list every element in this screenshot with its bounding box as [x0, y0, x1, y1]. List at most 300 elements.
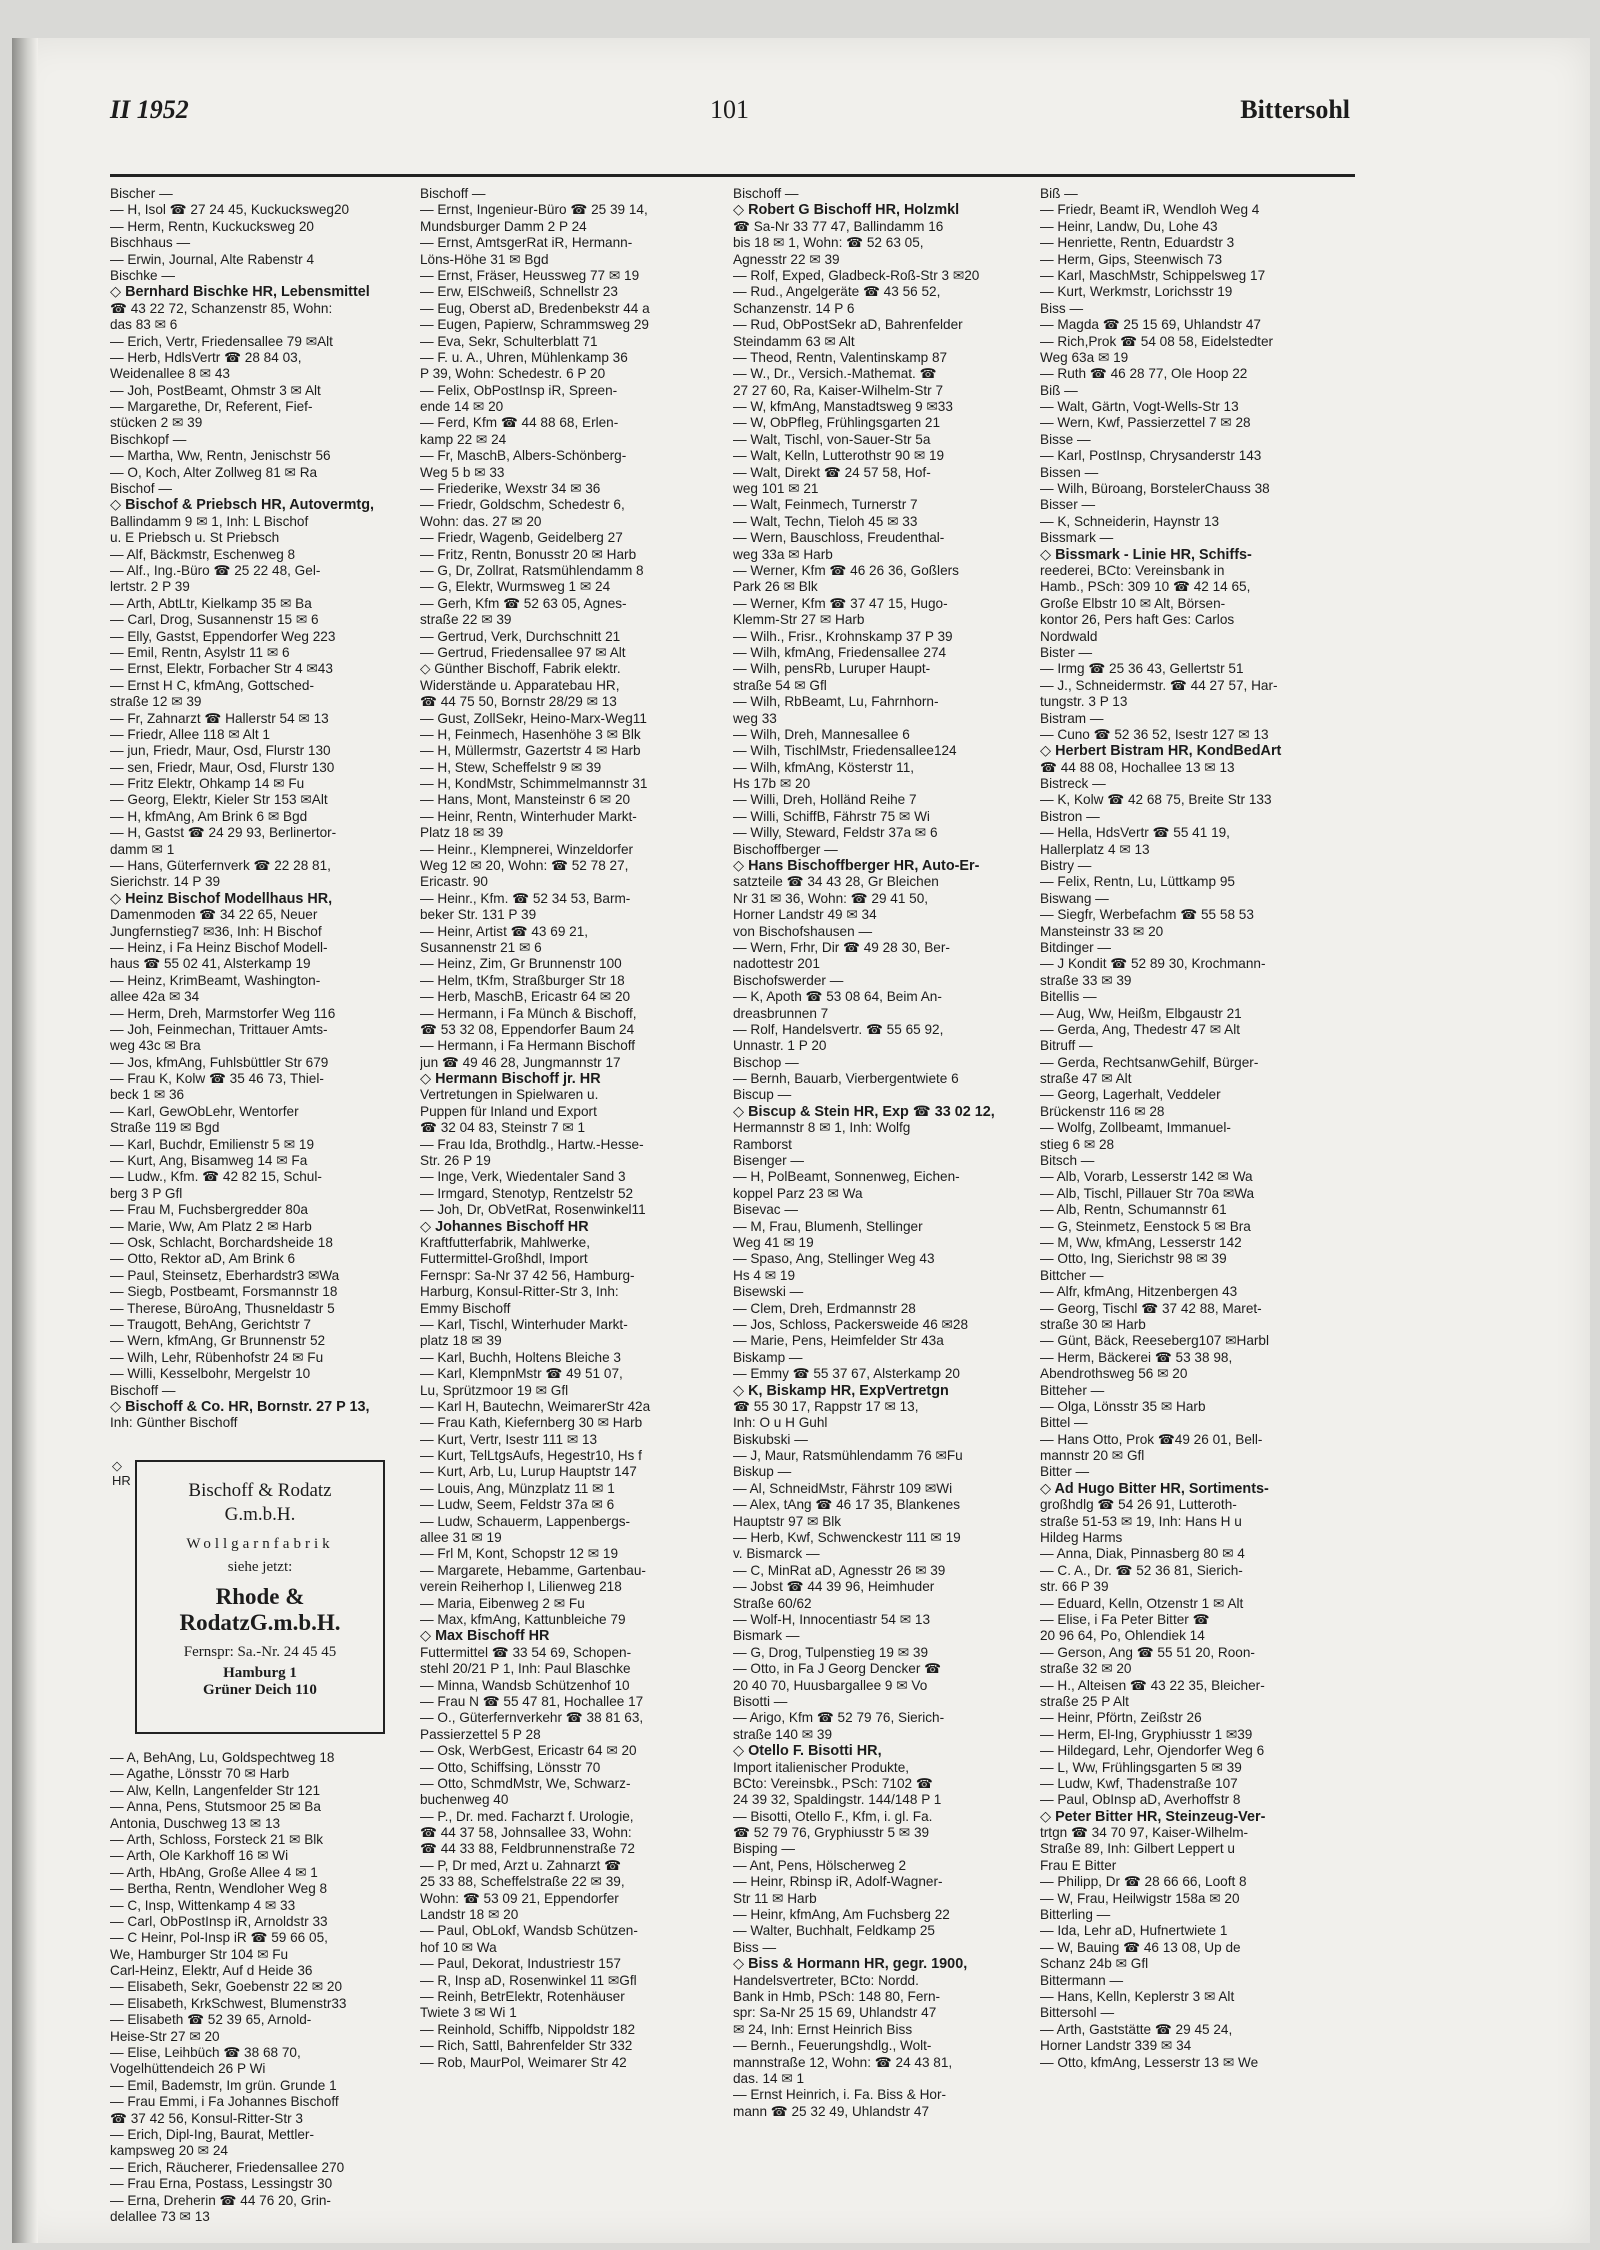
directory-entry-line: — Eugen, Papierw, Schrammsweg 29	[420, 317, 649, 333]
directory-entry-line: Bisping —	[733, 1841, 795, 1857]
directory-entry-line: — Frau Ida, Brothdlg., Hartw.-Hesse-	[420, 1136, 644, 1152]
directory-entry-line: — Osk, WerbGest, Ericastr 64 ✉ 20	[420, 1743, 637, 1759]
directory-entry-line: Bisevac —	[733, 1202, 798, 1218]
directory-entry-line: Weidenallee 8 ✉ 43	[110, 366, 230, 382]
directory-entry-line: — Erna, Dreherin ☎ 44 76 20, Grin-	[110, 2192, 331, 2208]
directory-entry-line: — Friedr, Beamt iR, Wendloh Weg 4	[1040, 202, 1260, 218]
directory-entry-line: Biskup —	[733, 1464, 792, 1480]
directory-entry-line: — Hans, Kelln, Keplerstr 3 ✉ Alt	[1040, 1988, 1235, 2004]
directory-entry-line: Bitellis —	[1040, 989, 1097, 1005]
directory-entry-line: ◇ Bischof & Priebsch HR, Autovermtg,	[110, 497, 375, 514]
directory-entry-line: ◇ Hans Bischoffberger HR, Auto-Er-	[733, 858, 980, 875]
directory-entry-line: — Fr, Zahnarzt ☎ Hallerstr 54 ✉ 13	[110, 710, 329, 726]
directory-entry-line: — Bertha, Rentn, Wendloher Weg 8	[110, 1881, 328, 1897]
directory-entry-line: Inh: Günther Bischoff	[110, 1415, 238, 1431]
directory-entry-line: — Philipp, Dr ☎ 28 66 66, Looft 8	[1040, 1874, 1247, 1890]
directory-entry-line: — Wilh, kfmAng, Kösterstr 11,	[733, 759, 915, 775]
directory-entry-line: stücken 2 ✉ 39	[110, 415, 203, 431]
directory-entry-line: Mansteinstr 33 ✉ 20	[1040, 923, 1164, 939]
directory-entry-line: — Heinz, Zim, Gr Brunnenstr 100	[420, 956, 622, 972]
directory-entry-line: Bistram —	[1040, 710, 1104, 726]
directory-entry-line: — Rud., Angelgeräte ☎ 43 56 52,	[733, 284, 941, 300]
directory-entry-line: — Wilh, Dreh, Mannesallee 6	[733, 726, 910, 742]
directory-entry-line: — Friedr, Allee 118 ✉ Alt 1	[110, 726, 270, 742]
directory-entry-line: — Minna, Wandsb Schützenhof 10	[420, 1677, 630, 1693]
directory-entry-line: — Heinz, KrimBeamt, Washington-	[110, 972, 321, 988]
directory-entry-line: — O, Koch, Alter Zollweg 81 ✉ Ra	[110, 464, 318, 480]
directory-entry-line: Hs 17b ✉ 20	[733, 776, 811, 792]
directory-entry-line: Passierzettel 5 P 28	[420, 1726, 541, 1742]
directory-entry-line: Wohn: das. 27 ✉ 20	[420, 513, 542, 529]
directory-entry-line: — jun, Friedr, Maur, Osd, Flurstr 130	[110, 743, 331, 759]
directory-entry-line: — Kurt, Werkmstr, Lorichsstr 19	[1040, 284, 1233, 300]
directory-entry-line: — Gerson, Ang ☎ 55 51 20, Roon-	[1040, 1644, 1255, 1660]
directory-entry-line: — Arigo, Kfm ☎ 52 79 76, Sierich-	[733, 1710, 945, 1726]
directory-entry-line: ☎ 44 37 58, Johnsallee 33, Wohn:	[420, 1825, 632, 1841]
directory-entry-line: — Herb, HdlsVertr ☎ 28 84 03,	[110, 349, 302, 365]
directory-entry-line: — Erich, Vertr, Friedensallee 79 ✉Alt	[110, 333, 333, 349]
directory-entry-line: — W, ObPfleg, Frühlingsgarten 21	[733, 415, 941, 431]
directory-entry-line: — Ida, Lehr aD, Hufnertwiete 1	[1040, 1923, 1228, 1939]
directory-entry-line: ☎ 43 22 72, Schanzenstr 85, Wohn:	[110, 300, 333, 316]
directory-entry-line: Bister —	[1040, 644, 1093, 660]
directory-entry-line: straße 33 ✉ 39	[1040, 972, 1132, 988]
directory-entry-line: — G, Steinmetz, Eenstock 5 ✉ Bra	[1040, 1218, 1251, 1234]
directory-entry-line: — Inge, Verk, Wiedentaler Sand 3	[420, 1169, 626, 1185]
directory-entry-line: Nordwald	[1040, 628, 1098, 644]
directory-entry-line: — Walt, Techn, Tieloh 45 ✉ 33	[733, 513, 918, 529]
directory-entry-line: Handelsvertreter, BCto: Nordd.	[733, 1972, 919, 1988]
directory-entry-line: Brückenstr 116 ✉ 28	[1040, 1103, 1165, 1119]
directory-entry-line: — Frau Emmi, i Fa Johannes Bischoff	[110, 2094, 339, 2110]
header-keyword: Bittersohl	[1240, 95, 1350, 124]
directory-entry-line: — Hans, Güterfernverk ☎ 22 28 81,	[110, 858, 331, 874]
directory-entry-line: — Otto, Rektor aD, Am Brink 6	[110, 1251, 296, 1267]
directory-entry-line: — Ludw, Seem, Feldstr 37a ✉ 6	[420, 1497, 615, 1513]
directory-entry-line: — Gust, ZollSekr, Heino-Marx-Weg11	[420, 710, 647, 726]
column-1-bottom	[110, 1750, 406, 2225]
directory-entry-line: — Reinh, BetrElektr, Rotenhäuser	[420, 1988, 625, 2004]
directory-entry-line: — Olga, Lönsstr 35 ✉ Harb	[1040, 1398, 1206, 1414]
header-rule	[110, 174, 1355, 177]
directory-entry-line: ◇ Hermann Bischoff jr. HR	[420, 1071, 601, 1088]
directory-entry-line: Sierichstr. 14 P 39	[110, 874, 221, 890]
directory-entry-line: ◇ Ad Hugo Bitter HR, Sortiments-	[1040, 1480, 1269, 1497]
directory-entry-line: — Heinr., Klempnerei, Winzeldorfer	[420, 841, 634, 857]
directory-entry-line: — Emil, Rentn, Asylstr 11 ✉ 6	[110, 644, 290, 660]
directory-entry-line: Biss —	[733, 1939, 777, 1955]
directory-entry-line: Bittel —	[1040, 1415, 1088, 1431]
directory-entry-line: Platz 18 ✉ 39	[420, 825, 504, 841]
directory-entry-line: — Fritz, Rentn, Bonusstr 20 ✉ Harb	[420, 546, 637, 562]
directory-entry-line: — Wern, kfmAng, Gr Brunnenstr 52	[110, 1333, 326, 1349]
directory-entry-line: Löns-Höhe 31 ✉ Bgd	[420, 251, 549, 267]
directory-entry-line: — H, kfmAng, Am Brink 6 ✉ Bgd	[110, 808, 308, 824]
directory-entry-line: — Anna, Diak, Pinnasberg 80 ✉ 4	[1040, 1546, 1245, 1562]
directory-entry-line: — Erw, ElSchweiß, Schnellstr 23	[420, 284, 618, 300]
directory-entry-line: — Wilh, RbBeamt, Lu, Fahrnhorn-	[733, 694, 939, 710]
directory-entry-line: — Wilh, TischlMstr, Friedensallee124	[733, 743, 957, 759]
directory-entry-line: Bittersohl —	[1040, 2005, 1115, 2021]
header-year: II 1952	[110, 95, 189, 124]
directory-entry-line: — Kurt, Vertr, Isestr 111 ✉ 13	[420, 1431, 598, 1447]
directory-entry-line: — Herm, Bäckerei ☎ 53 38 98,	[1040, 1349, 1233, 1365]
directory-entry-line: — Frl M, Kont, Schopstr 12 ✉ 19	[420, 1546, 618, 1562]
directory-entry-line: 24 39 32, Spaldingstr. 144/148 P 1	[733, 1792, 942, 1808]
directory-entry-line: ☎ Sa-Nr 33 77 47, Ballindamm 16	[733, 218, 944, 234]
directory-entry-line: — Wolfg, Zollbeamt, Immanuel-	[1040, 1120, 1231, 1136]
directory-entry-line: Antonia, Duschweg 13 ✉ 13	[110, 1815, 281, 1831]
directory-entry-line: von Bischofshausen —	[733, 923, 873, 939]
directory-entry-line: Biscup —	[733, 1087, 792, 1103]
column-1-top	[110, 186, 406, 1432]
directory-entry-line: — Alb, Tischl, Pillauer Str 70a ✉Wa	[1040, 1185, 1255, 1201]
directory-entry-line: Lu, Sprützmoor 19 ✉ Gfl	[420, 1382, 569, 1398]
directory-entry-line: — Günt, Bäck, Reeseberg107 ✉Harbl	[1040, 1333, 1270, 1349]
directory-entry-line: — Willy, Steward, Feldstr 37a ✉ 6	[733, 825, 938, 841]
directory-entry-line: — M, Ww, kfmAng, Lesserstr 142	[1040, 1235, 1242, 1250]
directory-entry-line: straße 51-53 ✉ 19, Inh: Hans H u	[1040, 1513, 1242, 1529]
directory-entry-line: ◇ Johannes Bischoff HR	[420, 1218, 589, 1235]
directory-entry-line: ◇ Heinz Bischof Modellhaus HR,	[110, 890, 333, 907]
directory-entry-line: — Friederike, Wexstr 34 ✉ 36	[420, 481, 601, 497]
directory-entry-line: — Jos, Schloss, Packersweide 46 ✉28	[733, 1316, 969, 1332]
directory-entry-line: Widerstände u. Apparatebau HR,	[420, 677, 620, 693]
directory-entry-line: — Karl, KlempnMstr ☎ 49 51 07,	[420, 1366, 623, 1382]
directory-entry-line: — Traugott, BehAng, Gerichtstr 7	[110, 1316, 311, 1332]
directory-entry-line: — Rolf, Exped, Gladbeck-Roß-Str 3 ✉20	[733, 267, 980, 283]
directory-entry-line: — Wolf-H, Innocentiastr 54 ✉ 13	[733, 1611, 931, 1627]
directory-entry-line: — Karl, GewObLehr, Wentorfer	[110, 1103, 299, 1119]
directory-entry-line: — Marie, Ww, Am Platz 2 ✉ Harb	[110, 1218, 312, 1234]
directory-entry-line: das 83 ✉ 6	[110, 317, 178, 333]
directory-entry-line: Große Elbstr 10 ✉ Alt, Börsen-	[1040, 595, 1226, 611]
directory-entry-line: ◇ Peter Bitter HR, Steinzeug-Ver-	[1040, 1808, 1266, 1825]
directory-entry-line: Biskamp —	[733, 1349, 803, 1365]
directory-entry-line: — O., Güterfernverkehr ☎ 38 81 63,	[420, 1710, 644, 1726]
directory-entry-line: jun ☎ 49 46 28, Jungmannstr 17	[420, 1054, 621, 1070]
directory-entry-line: Jungfernstieg7 ✉36, Inh: H Bischof	[110, 923, 322, 939]
directory-entry-line: — C, MinRat aD, Agnesstr 26 ✉ 39	[733, 1562, 946, 1578]
directory-entry-line: — Walt, Kelln, Lutterothstr 90 ✉ 19	[733, 448, 945, 464]
directory-entry-line: — Hans Otto, Prok ☎49 26 01, Bell-	[1040, 1431, 1263, 1447]
directory-entry-line: weg 33a ✉ Harb	[733, 546, 833, 562]
directory-entry-line: Landstr 18 ✉ 20	[420, 1907, 519, 1923]
directory-entry-line: Ericastr. 90	[420, 874, 488, 890]
directory-entry-line: tungstr. 3 P 13	[1040, 694, 1128, 710]
directory-entry-line: ☎ 44 75 50, Bornstr 28/29 ✉ 13	[420, 694, 617, 710]
directory-entry-line: — Margarethe, Dr, Referent, Fief-	[110, 399, 313, 415]
directory-entry-line: — Hans, Mont, Mansteinstr 6 ✉ 20	[420, 792, 631, 808]
directory-entry-line: weg 43c ✉ Bra	[110, 1038, 201, 1054]
directory-entry-line: Weg 63a ✉ 19	[1040, 349, 1129, 365]
ad-new-name: Rhode & RodatzG.m.b.H.	[179, 1584, 341, 1635]
directory-entry-line: — C, Insp, Wittenkamp 4 ✉ 33	[110, 1897, 296, 1913]
directory-entry-line: — Arth, HbAng, Große Allee 4 ✉ 1	[110, 1864, 318, 1880]
directory-entry-line: Horner Landstr 49 ✉ 34	[733, 907, 877, 923]
directory-entry-line: — Karl, PostInsp, Chrysanderstr 143	[1040, 448, 1262, 464]
directory-entry-line: Bittermann —	[1040, 1972, 1124, 1988]
directory-entry-line: — Arth, Gaststätte ☎ 29 45 24,	[1040, 2021, 1233, 2037]
directory-entry-line: We, Hamburger Str 104 ✉ Fu	[110, 1946, 289, 1962]
directory-entry-line: — Karl, MaschMstr, Schippelsweg 17	[1040, 267, 1266, 283]
directory-entry-line: — K, Apoth ☎ 53 08 64, Beim An-	[733, 989, 942, 1005]
directory-entry-line: Bisser —	[1040, 497, 1096, 513]
directory-entry-line: satzteile ☎ 34 43 28, Gr Bleichen	[733, 874, 939, 890]
directory-entry-line: — Therese, BüroAng, Thusneldastr 5	[110, 1300, 335, 1316]
directory-entry-line: — Jobst ☎ 44 39 96, Heimhuder	[733, 1579, 935, 1595]
directory-entry-line: Bitteher —	[1040, 1382, 1105, 1398]
directory-entry-line: — Elise, i Fa Peter Bitter ☎	[1040, 1611, 1210, 1627]
directory-entry-line: — Marie, Pens, Heimfelder Str 43a	[733, 1333, 944, 1349]
directory-entry-line: Klemm-Str 27 ✉ Harb	[733, 612, 865, 628]
directory-entry-line: — Elisabeth, Sekr, Goebenstr 22 ✉ 20	[110, 1979, 343, 1995]
directory-entry-line: str. 66 P 39	[1040, 1579, 1109, 1595]
directory-entry-line: — Cuno ☎ 52 36 52, Isestr 127 ✉ 13	[1040, 726, 1269, 742]
directory-entry-line: — R, Insp aD, Rosenwinkel 11 ✉Gfl	[420, 1972, 637, 1988]
column-4	[1040, 186, 1352, 2071]
directory-entry-line: — Alw, Kelln, Langenfelder Str 121	[110, 1782, 321, 1798]
directory-entry-line: — Hermann, i Fa Münch & Bischoff,	[420, 1005, 637, 1021]
directory-entry-line: — Osk, Schlacht, Borchardsheide 18	[110, 1235, 333, 1250]
directory-entry-line: Fernspr: Sa-Nr 37 42 56, Hamburg-	[420, 1267, 635, 1283]
directory-entry-line: — Herb, MaschB, Ericastr 64 ✉ 20	[420, 989, 631, 1005]
directory-entry-line: reederei, BCto: Vereinsbank in	[1040, 562, 1225, 578]
directory-entry-line: — Erich, Räucherer, Friedensallee 270	[110, 2159, 345, 2175]
directory-entry-line: — F. u. A., Uhren, Mühlenkamp 36	[420, 349, 628, 365]
directory-entry-line: — Friedr, Wagenb, Geidelberg 27	[420, 530, 623, 546]
directory-entry-line: — L, Ww, Frühlingsgarten 5 ✉ 39	[1040, 1759, 1242, 1775]
directory-entry-line: — Frau Kath, Kiefernberg 30 ✉ Harb	[420, 1415, 643, 1431]
directory-entry-line: Bisewski —	[733, 1284, 804, 1300]
directory-entry-line: — Karl, Buchh, Holtens Bleiche 3	[420, 1349, 621, 1365]
directory-entry-line: Bitdinger —	[1040, 939, 1112, 955]
directory-entry-line: — Ludw, Schauerm, Lappenbergs-	[420, 1513, 631, 1529]
directory-entry-line: — Herb, Kwf, Schwenckestr 111 ✉ 19	[733, 1530, 961, 1546]
directory-entry-line: Biss —	[1040, 300, 1084, 316]
directory-entry-line: Nr 31 ✉ 36, Wohn: ☎ 29 41 50,	[733, 890, 929, 906]
directory-entry-line: Bischoff —	[110, 1382, 176, 1398]
directory-entry-line: — W, Bauing ☎ 46 13 08, Up de	[1040, 1939, 1241, 1955]
directory-entry-line: — Friedr, Goldschm, Schedestr 6,	[420, 497, 625, 513]
directory-entry-line: Mundsburger Damm 2 P 24	[420, 218, 587, 234]
directory-entry-line: — Eduard, Kelln, Otzenstr 1 ✉ Alt	[1040, 1595, 1244, 1611]
directory-entry-line: Bischoffberger —	[733, 841, 838, 857]
directory-entry-line: — Emmy ☎ 55 37 67, Alsterkamp 20	[733, 1366, 960, 1382]
directory-entry-line: — Georg, Lagerhalt, Veddeler	[1040, 1087, 1221, 1103]
directory-entry-line: — Karl H, Bautechn, WeimarerStr 42a	[420, 1398, 651, 1414]
ad-note: siehe jetzt:	[227, 1559, 293, 1575]
directory-entry-line: — C Heinr, Pol-Insp iR ☎ 59 66 05,	[110, 1930, 328, 1946]
directory-entry-line: — Willi, Dreh, Holländ Reihe 7	[733, 792, 917, 808]
directory-entry-line: — Wilh, Lehr, Rübenhofstr 24 ✉ Fu	[110, 1349, 324, 1365]
directory-entry-line: — Ernst, Elektr, Forbacher Str 4 ✉43	[110, 661, 333, 677]
directory-entry-line: ☎ 44 33 88, Feldbrunnenstraße 72	[420, 1841, 635, 1857]
directory-entry-line: — K, Kolw ☎ 42 68 75, Breite Str 133	[1040, 792, 1272, 808]
directory-entry-line: Bisotti —	[733, 1693, 788, 1709]
directory-entry-line: — Ernst Heinrich, i. Fa. Biss & Hor-	[733, 2087, 947, 2103]
directory-entry-line: Biswang —	[1040, 890, 1109, 906]
directory-entry-line: Bissen —	[1040, 464, 1099, 480]
directory-entry-line: — Walt, Direkt ☎ 24 57 58, Hof-	[733, 464, 931, 480]
directory-entry-line: — Paul, Steinsetz, Eberhardstr3 ✉Wa	[110, 1267, 340, 1283]
directory-entry-line: — Gerda, RechtsanwGehilf, Bürger-	[1040, 1054, 1259, 1070]
directory-entry-line: — G, Dr, Zollrat, Ratsmühlendamm 8	[420, 562, 644, 578]
directory-entry-line: Bischoff —	[733, 186, 799, 201]
directory-entry-line: Weg 5 b ✉ 33	[420, 464, 505, 480]
directory-entry-line: Ballindamm 9 ✉ 1, Inh: L Bischof	[110, 513, 309, 529]
ad-city: Hamburg 1	[223, 1665, 297, 1681]
directory-entry-line: Hamb., PSch: 309 10 ☎ 42 14 65,	[1040, 579, 1251, 595]
directory-entry-line: — J., Schneidermstr. ☎ 44 27 57, Har-	[1040, 677, 1278, 693]
directory-entry-line: spr: Sa-Nr 25 15 69, Uhlandstr 47	[733, 2005, 937, 2021]
directory-entry-line: ◇ Max Bischoff HR	[420, 1628, 550, 1645]
directory-entry-line: Bistreck —	[1040, 776, 1106, 792]
directory-entry-line: — Al, SchneidMstr, Fährstr 109 ✉Wi	[733, 1480, 953, 1496]
directory-entry-line: BCto: Vereinsbk., PSch: 7102 ☎	[733, 1775, 933, 1791]
directory-entry-line: Straße 89, Inh: Gilbert Leppert u	[1040, 1841, 1235, 1857]
directory-entry-line: ◇ Biscup & Stein HR, Exp ☎ 33 02 12,	[733, 1103, 995, 1120]
directory-entry-line: — Kurt, TelLtgsAufs, Hegestr10, Hs f	[420, 1448, 642, 1464]
directory-entry-line: ☎ 52 79 76, Gryphiusstr 5 ✉ 39	[733, 1825, 930, 1841]
directory-entry-line: Park 26 ✉ Blk	[733, 579, 818, 595]
directory-entry-line: — Herm, Dreh, Marmstorfer Weg 116	[110, 1005, 336, 1021]
directory-entry-line: — Gerda, Ang, Thedestr 47 ✉ Alt	[1040, 1021, 1241, 1037]
directory-entry-line: Futtermittel ☎ 33 54 69, Schopen-	[420, 1644, 632, 1660]
directory-entry-line: Hauptstr 97 ✉ Blk	[733, 1513, 842, 1529]
directory-entry-line: mannstr 20 ✉ Gfl	[1040, 1448, 1145, 1464]
directory-entry-line: — Karl, Tischl, Winterhuder Markt-	[420, 1316, 628, 1332]
directory-entry-line: Frau E Bitter	[1040, 1857, 1117, 1873]
directory-entry-line: — H, Stew, Scheffelstr 9 ✉ 39	[420, 759, 602, 775]
directory-entry-line: — Agathe, Lönsstr 70 ✉ Harb	[110, 1766, 290, 1782]
directory-entry-line: 27 27 60, Ra, Kaiser-Wilhelm-Str 7	[733, 382, 944, 398]
directory-entry-line: — Ferd, Kfm ☎ 44 88 68, Erlen-	[420, 415, 619, 431]
directory-entry-line: — Heinr, Landw, Du, Lohe 43	[1040, 218, 1218, 234]
directory-entry-line: 25 33 88, Scheffelstraße 22 ✉ 39,	[420, 1874, 625, 1890]
directory-entry-line: — Alf., Ing.-Büro ☎ 25 22 48, Gel-	[110, 562, 321, 578]
directory-entry-line: — Hella, HdsVertr ☎ 55 41 19,	[1040, 825, 1230, 841]
directory-entry-line: — H, Isol ☎ 27 24 45, Kuckucksweg20	[110, 202, 350, 218]
directory-entry-line: — Ernst, Fräser, Heussweg 77 ✉ 19	[420, 267, 640, 283]
directory-entry-line: Bischkopf —	[110, 431, 187, 447]
directory-entry-line: — Bisotti, Otello F., Kfm, i. gl. Fa.	[733, 1808, 933, 1824]
directory-entry-line: — H, Gastst ☎ 24 29 93, Berlinertor-	[110, 825, 337, 841]
directory-entry-line: — Herm, Rentn, Kuckucksweg 20	[110, 218, 314, 234]
directory-entry-line: — Anna, Pens, Stutsmoor 25 ✉ Ba	[110, 1799, 321, 1815]
directory-entry-line: — A, BehAng, Lu, Goldspechtweg 18	[110, 1750, 335, 1765]
directory-entry-line: u. E Priebsch u. St Priebsch	[110, 530, 280, 546]
directory-entry-line: Carl-Heinz, Elektr, Auf d Heide 36	[110, 1963, 313, 1979]
directory-entry-line: — Otto, kfmAng, Lesserstr 13 ✉ We	[1040, 2054, 1259, 2070]
ad-phone: Fernspr: Sa.-Nr. 24 45 45	[183, 1644, 337, 1660]
directory-entry-line: straße 47 ✉ Alt	[1040, 1071, 1132, 1087]
directory-entry-line: — Arth, AbtLtr, Kielkamp 35 ✉ Ba	[110, 595, 312, 611]
directory-entry-line: Bistry —	[1040, 858, 1092, 874]
directory-entry-line: Emmy Bischoff	[420, 1300, 511, 1316]
directory-entry-line: Bitterling —	[1040, 1907, 1111, 1923]
directory-entry-line: ◇ Bissmark - Linie HR, Schiffs-	[1040, 546, 1252, 563]
directory-entry-line: kampsweg 20 ✉ 24	[110, 2143, 228, 2159]
directory-entry-line: P 39, Wohn: Schedestr. 6 P 20	[420, 366, 606, 382]
directory-entry-line: — Herm, Gips, Steenwisch 73	[1040, 251, 1223, 267]
directory-entry-line: — Alfr, kfmAng, Hitzenbergen 43	[1040, 1284, 1238, 1300]
directory-entry-line: allee 42a ✉ 34	[110, 989, 200, 1005]
directory-entry-line: Futtermittel-Großhdl, Import	[420, 1251, 588, 1267]
directory-entry-line: — Paul, Dekorat, Industriestr 157	[420, 1956, 621, 1972]
book-spine	[12, 38, 38, 2243]
page-header	[110, 95, 1350, 135]
directory-entry-line: — Jos, kfmAng, Fuhlsbüttler Str 679	[110, 1054, 329, 1070]
directory-entry-line: — Walter, Buchhalt, Feldkamp 25	[733, 1923, 935, 1939]
ad-street: Grüner Deich 110	[203, 1682, 317, 1698]
directory-entry-line: — Kurt, Ang, Bisamweg 14 ✉ Fa	[110, 1153, 308, 1169]
directory-entry-line: ◇ Herbert Bistram HR, KondBedArt	[1040, 743, 1282, 760]
directory-entry-line: mann ☎ 25 32 49, Uhlandstr 47	[733, 2103, 930, 2119]
directory-entry-line: — Willi, Kesselbohr, Mergelstr 10	[110, 1366, 311, 1382]
directory-entry-line: Twiete 3 ✉ Wi 1	[420, 2005, 517, 2021]
directory-entry-line: Schanzenstr. 14 P 6	[733, 300, 855, 316]
directory-entry-line: Bisse —	[1040, 431, 1091, 447]
directory-entry-line: ◇ Biss & Hormann HR, gegr. 1900,	[733, 1956, 968, 1973]
directory-entry-line: Bistron —	[1040, 808, 1100, 824]
directory-entry-line: — Georg, Elektr, Kieler Str 153 ✉Alt	[110, 792, 328, 808]
directory-entry-line: — Fr, MaschB, Albers-Schönberg-	[420, 448, 627, 464]
directory-entry-line: — Bernh, Bauarb, Vierbergentwiete 6	[733, 1071, 959, 1087]
directory-entry-line: delallee 73 ✉ 13	[110, 2208, 210, 2224]
directory-entry-line: Bischhaus —	[110, 235, 191, 251]
directory-entry-line: — Kurt, Arb, Lu, Lurup Hauptstr 147	[420, 1464, 637, 1480]
directory-entry-line: — Wern, Kwf, Passierzettel 7 ✉ 28	[1040, 415, 1251, 431]
directory-entry-line: ◇ Robert G Bischoff HR, Holzmkl	[733, 202, 960, 219]
directory-entry-line: — Aug, Ww, Heißm, Elbgaustr 21	[1040, 1005, 1242, 1021]
directory-entry-line: Bischof —	[110, 481, 172, 497]
directory-entry-line: — Carl, ObPostInsp iR, Arnoldstr 33	[110, 1913, 328, 1929]
directory-entry-line: weg 101 ✉ 21	[733, 481, 819, 497]
directory-entry-line: ◇ Bischoff & Co. HR, Bornstr. 27 P 13,	[110, 1398, 370, 1415]
directory-entry-line: — Martha, Ww, Rentn, Jenischstr 56	[110, 448, 331, 464]
directory-entry-line: — Joh, Dr, ObVetRat, Rosenwinkel11	[420, 1202, 646, 1218]
directory-entry-line: — Heinz, i Fa Heinz Bischof Modell-	[110, 939, 328, 955]
directory-entry-line: — Heinr, Artist ☎ 43 69 21,	[420, 923, 589, 939]
directory-entry-line: — H, PolBeamt, Sonnenweg, Eichen-	[733, 1169, 960, 1185]
directory-entry-line: buchenweg 40	[420, 1792, 509, 1808]
directory-entry-line: stehl 20/21 P 1, Inh: Paul Blaschke	[420, 1661, 631, 1677]
directory-entry-line: — Spaso, Ang, Stellinger Weg 43	[733, 1251, 935, 1267]
directory-entry-line: Biß —	[1040, 382, 1078, 398]
directory-entry-line: — Irmgard, Stenotyp, Rentzelstr 52	[420, 1185, 634, 1201]
directory-entry-line: — Wilh., Frisr., Krohnskamp 37 P 39	[733, 628, 953, 644]
directory-entry-line: — Ernst, AmtsgerRat iR, Hermann-	[420, 235, 633, 251]
directory-entry-line: — Alf, Bäckmstr, Eschenweg 8	[110, 546, 296, 562]
directory-entry-line: — W., Dr., Versich.-Mathemat. ☎	[733, 366, 937, 382]
directory-entry-line: allee 31 ✉ 19	[420, 1530, 502, 1546]
directory-entry-line: — Rob, MaurPol, Weimarer Str 42	[420, 2054, 627, 2070]
directory-entry-line: Hs 4 ✉ 19	[733, 1267, 796, 1283]
directory-entry-line: Inh: O u H Guhl	[733, 1415, 828, 1431]
directory-entry-line: — Ludw., Kfm. ☎ 42 82 15, Schul-	[110, 1169, 322, 1185]
directory-entry-line: Bischop —	[733, 1054, 799, 1070]
directory-entry-line: weg 33	[733, 710, 777, 726]
directory-entry-line: — Heinr, Pförtn, Zeißstr 26	[1040, 1710, 1202, 1726]
directory-entry-line: berg 3 P Gfl	[110, 1185, 183, 1201]
directory-entry-line: — Heinr, Rentn, Winterhuder Markt-	[420, 808, 637, 824]
directory-entry-line: — Georg, Tischl ☎ 37 42 88, Maret-	[1040, 1300, 1262, 1316]
directory-entry-line: — Reinhold, Schiffb, Nippoldstr 182	[420, 2021, 636, 2037]
directory-entry-line: Vogelhüttendeich 26 P Wi	[110, 2061, 266, 2077]
directory-entry-line: ☎ 44 88 08, Hochallee 13 ✉ 13	[1040, 759, 1235, 775]
directory-entry-line: straße 54 ✉ Gfl	[733, 677, 827, 693]
